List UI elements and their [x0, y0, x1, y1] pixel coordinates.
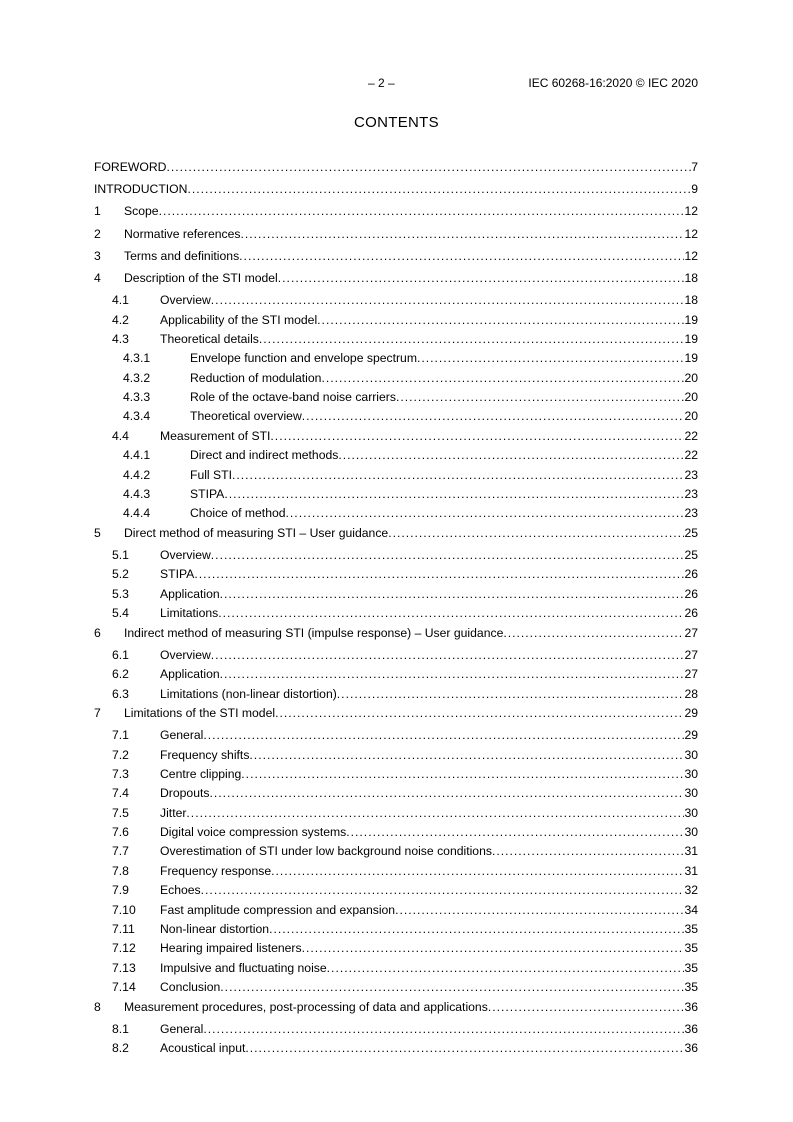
- toc-entry-line: [190, 446, 698, 464]
- toc-entry-number: 8.1: [112, 1021, 129, 1036]
- toc-entry-title: Fast amplitude compression and expansion: [160, 902, 396, 917]
- toc-entry-number: 5.1: [112, 548, 129, 562]
- toc-entry-line: [190, 504, 698, 522]
- toc-entry-page: 22: [684, 448, 698, 463]
- dot-leader: [187, 180, 691, 198]
- dot-leader: [186, 804, 684, 822]
- toc-entry-number: 4.4.2: [123, 467, 151, 482]
- toc-entry-number: 4.3.1: [123, 351, 151, 366]
- dot-leader: [270, 427, 684, 445]
- toc-entry-page: 31: [684, 844, 698, 859]
- toc-entry-line: [124, 202, 698, 220]
- toc-entry-title: Scope: [124, 204, 159, 219]
- toc-entry-line: [160, 784, 698, 802]
- toc-entry-title: Indirect method of measuring STI (impulse response) – User guidance: [124, 625, 504, 640]
- toc-entry-line: [160, 939, 698, 957]
- toc-entry-page: 30: [684, 805, 698, 820]
- toc-entry[interactable]: [94, 823, 698, 842]
- dot-leader: [346, 823, 684, 841]
- toc-entry-title: Application: [160, 667, 220, 682]
- toc-entry-page: 35: [684, 941, 698, 956]
- toc-entry[interactable]: [94, 330, 698, 349]
- toc-entry-number: 5.3: [112, 586, 129, 601]
- toc-entry-line: [160, 726, 698, 744]
- toc-entry-number: 6: [94, 625, 101, 640]
- dot-leader: [241, 765, 684, 783]
- toc-entry-page: 19: [684, 351, 698, 366]
- toc-entry[interactable]: [94, 311, 698, 330]
- dot-leader: [201, 881, 685, 899]
- toc-entry-page: 27: [684, 625, 698, 640]
- dot-leader: [232, 466, 684, 484]
- toc-entry-title: INTRODUCTION: [94, 182, 188, 197]
- toc-entry-page: 18: [684, 270, 698, 285]
- toc-entry[interactable]: [94, 202, 698, 224]
- dot-leader: [503, 624, 684, 642]
- toc-entry-number: 7.5: [112, 805, 129, 820]
- toc-entry-number: 7.1: [112, 728, 129, 743]
- toc-entry-title: Acoustical input: [160, 1041, 246, 1056]
- toc-entry-title: Direct method of measuring STI – User guidance: [124, 525, 389, 540]
- toc-entry-title: Overview: [160, 548, 211, 562]
- dot-leader: [488, 998, 685, 1016]
- toc-entry-title: Theoretical overview: [190, 409, 302, 424]
- toc-entry-page: 19: [684, 331, 698, 346]
- page-number: – 2 –: [368, 76, 395, 90]
- toc-entry[interactable]: [94, 291, 698, 310]
- toc-entry-title: Digital voice compression systems: [160, 825, 347, 840]
- dot-leader: [269, 920, 684, 938]
- toc-entry-page: 29: [684, 728, 698, 743]
- toc-entry-title: Limitations (non-linear distortion): [160, 686, 337, 701]
- toc-entry-line: [160, 585, 698, 603]
- toc-entry-page: 7: [691, 160, 698, 174]
- toc-entry-line: [160, 978, 698, 996]
- toc-entry-number: 7.2: [112, 747, 129, 762]
- dot-leader: [327, 959, 685, 977]
- toc-entry-page: 36: [684, 1021, 698, 1036]
- toc-entry-title: Measurement procedures, post-processing of data and applications: [124, 999, 488, 1014]
- dot-leader: [220, 978, 684, 996]
- toc-entry[interactable]: [94, 269, 698, 291]
- dot-leader: [224, 485, 684, 503]
- toc-entry[interactable]: [94, 446, 698, 465]
- dot-leader: [166, 158, 691, 176]
- toc-entry-number: 7: [94, 705, 101, 720]
- toc-entry-title: General: [160, 728, 204, 743]
- toc-entry-number: 7.11: [112, 922, 135, 937]
- toc-entry-line: [160, 685, 698, 703]
- toc-entry-title: Echoes: [160, 883, 201, 898]
- toc-entry-number: 7.14: [112, 980, 136, 995]
- toc-entry-number: 2: [94, 226, 101, 241]
- dot-leader: [275, 704, 684, 722]
- toc-entry-line: [190, 466, 698, 484]
- toc-entry-title: STIPA: [160, 567, 195, 582]
- dot-leader: [249, 746, 684, 764]
- toc-entry-line: [190, 369, 698, 387]
- toc-entry-line: [160, 842, 698, 860]
- toc-entry-line: [160, 765, 698, 783]
- toc-entry-line: [190, 485, 698, 503]
- table-of-contents: [94, 158, 698, 1059]
- toc-entry-number: 4: [94, 270, 101, 285]
- dot-leader: [245, 1039, 684, 1057]
- toc-entry-number: 7.10: [112, 902, 136, 917]
- toc-entry[interactable]: [94, 998, 698, 1020]
- toc-entry-title: Frequency shifts: [160, 747, 250, 762]
- toc-entry[interactable]: [94, 466, 698, 485]
- toc-entry[interactable]: [94, 842, 698, 861]
- toc-entry-number: 4.3.3: [123, 390, 151, 405]
- toc-entry-page: 36: [684, 1041, 698, 1056]
- dot-leader: [209, 784, 684, 802]
- toc-entry-line: [160, 546, 698, 564]
- toc-entry-number: 7.7: [112, 844, 129, 859]
- toc-entry-number: 8.2: [112, 1041, 129, 1056]
- dot-leader: [278, 269, 685, 287]
- toc-entry[interactable]: [94, 646, 698, 665]
- toc-entry-title: Overview: [160, 647, 211, 662]
- toc-entry[interactable]: [94, 427, 698, 446]
- toc-entry-number: 4.4: [112, 428, 129, 443]
- toc-entry[interactable]: [94, 704, 698, 726]
- toc-entry[interactable]: [94, 388, 698, 407]
- toc-entry-page: 34: [684, 902, 698, 917]
- toc-entry-line: [160, 646, 698, 664]
- toc-entry-page: 26: [684, 586, 698, 601]
- toc-entry-page: 36: [684, 999, 698, 1014]
- toc-entry-page: 35: [684, 960, 698, 975]
- dot-leader: [286, 504, 685, 522]
- toc-entry-page: 35: [684, 922, 698, 937]
- toc-entry-line: [124, 624, 698, 642]
- toc-entry-page: 18: [684, 293, 698, 308]
- toc-entry-page: 27: [684, 647, 698, 662]
- toc-entry-page: 25: [684, 525, 698, 540]
- toc-entry-line: [94, 180, 698, 198]
- toc-entry-line: [160, 427, 698, 445]
- toc-entry-number: 6.3: [112, 686, 129, 701]
- toc-entry-line: [160, 804, 698, 822]
- toc-entry[interactable]: [94, 585, 698, 604]
- toc-entry[interactable]: [94, 784, 698, 803]
- toc-entry[interactable]: [94, 407, 698, 426]
- toc-entry[interactable]: [94, 565, 698, 584]
- toc-entry-number: 1: [94, 204, 101, 219]
- toc-entry-title: Role of the octave-band noise carriers: [190, 390, 396, 405]
- toc-entry-line: [160, 746, 698, 764]
- toc-entry-page: 12: [684, 226, 698, 241]
- dot-leader: [241, 225, 685, 243]
- toc-entry-number: 7.3: [112, 766, 129, 781]
- toc-entry-line: [94, 158, 698, 176]
- toc-entry-page: 20: [684, 370, 698, 385]
- toc-entry-line: [190, 349, 698, 367]
- toc-entry[interactable]: [94, 901, 698, 920]
- toc-entry-number: 4.3.2: [123, 370, 151, 385]
- toc-entry-line: [124, 998, 698, 1016]
- dot-leader: [218, 604, 684, 622]
- dot-leader: [417, 349, 684, 367]
- toc-entry-page: 27: [684, 667, 698, 682]
- toc-entry-page: 35: [684, 980, 698, 995]
- toc-entry-number: 7.12: [112, 941, 136, 956]
- toc-entry[interactable]: [94, 546, 698, 565]
- dot-leader: [321, 369, 684, 387]
- dot-leader: [317, 311, 684, 329]
- dot-leader: [220, 665, 685, 683]
- toc-entry[interactable]: [94, 685, 698, 704]
- toc-entry[interactable]: [94, 726, 698, 745]
- dot-leader: [271, 862, 684, 880]
- toc-entry-page: 29: [684, 705, 698, 720]
- dot-leader: [211, 291, 685, 309]
- page-header: [0, 76, 793, 92]
- toc-entry[interactable]: [94, 746, 698, 765]
- toc-entry-number: 5.4: [112, 606, 129, 621]
- toc-entry[interactable]: [94, 862, 698, 881]
- dot-leader: [338, 446, 684, 464]
- toc-entry-line: [160, 881, 698, 899]
- toc-entry-title: Applicability of the STI model: [160, 312, 318, 327]
- toc-entry-page: 30: [684, 825, 698, 840]
- toc-entry-title: Non-linear distortion: [160, 922, 270, 937]
- dot-leader: [492, 842, 684, 860]
- toc-entry[interactable]: [94, 524, 698, 546]
- toc-entry-line: [160, 862, 698, 880]
- toc-entry-title: Measurement of STI: [160, 428, 271, 443]
- toc-entry-line: [124, 269, 698, 287]
- dot-leader: [259, 330, 685, 348]
- dot-leader: [203, 1020, 684, 1038]
- toc-entry-title: Description of the STI model: [124, 270, 278, 285]
- toc-entry-number: 4.3: [112, 331, 129, 346]
- toc-entry-page: 22: [684, 428, 698, 443]
- dot-leader: [220, 585, 685, 603]
- toc-entry[interactable]: [94, 959, 698, 978]
- toc-entry-number: 8: [94, 999, 101, 1014]
- toc-entry-page: 31: [684, 863, 698, 878]
- toc-entry-line: [160, 311, 698, 329]
- toc-entry-line: [160, 604, 698, 622]
- toc-entry-number: 7.6: [112, 825, 129, 840]
- toc-entry[interactable]: [94, 369, 698, 388]
- toc-entry-line: [124, 704, 698, 722]
- toc-entry-page: 23: [684, 467, 698, 482]
- toc-entry-number: 5.2: [112, 567, 129, 582]
- toc-entry-title: Jitter: [160, 805, 187, 820]
- toc-entry-page: 30: [684, 747, 698, 762]
- dot-leader: [388, 524, 684, 542]
- dot-leader: [203, 726, 684, 744]
- toc-entry[interactable]: [94, 604, 698, 623]
- toc-entry-title: Limitations: [160, 606, 219, 621]
- toc-entry-page: 20: [684, 390, 698, 405]
- toc-entry-title: Theoretical details: [160, 331, 259, 346]
- toc-entry-line: [160, 1020, 698, 1038]
- toc-entry-line: [124, 225, 698, 243]
- toc-entry-title: Terms and definitions: [124, 248, 240, 263]
- standard-reference: IEC 60268-16:2020 © IEC 2020: [528, 76, 698, 90]
- toc-entry-title: Reduction of modulation: [190, 370, 322, 385]
- toc-entry[interactable]: [94, 804, 698, 823]
- toc-entry-title: General: [160, 1021, 204, 1036]
- toc-entry[interactable]: [94, 504, 698, 523]
- toc-entry-number: 4.1: [112, 293, 129, 308]
- toc-entry-number: 6.2: [112, 667, 129, 682]
- toc-entry-number: 4.2: [112, 312, 129, 327]
- toc-entry-line: [190, 407, 698, 425]
- toc-entry-title: Impulsive and fluctuating noise: [160, 960, 327, 975]
- toc-entry-line: [160, 920, 698, 938]
- toc-entry-line: [160, 565, 698, 583]
- toc-entry-line: [190, 388, 698, 406]
- toc-entry-number: 3: [94, 248, 101, 263]
- toc-entry-page: 28: [684, 686, 698, 701]
- toc-entry-number: 4.4.4: [123, 506, 151, 521]
- toc-entry[interactable]: [94, 624, 698, 646]
- contents-title: CONTENTS: [354, 114, 439, 131]
- toc-entry-title: Normative references: [124, 226, 241, 241]
- toc-entry[interactable]: [94, 349, 698, 368]
- toc-entry[interactable]: [94, 1039, 698, 1058]
- toc-entry[interactable]: [94, 485, 698, 504]
- dot-leader: [194, 565, 684, 583]
- toc-entry-line: [124, 524, 698, 542]
- toc-entry-page: 30: [684, 766, 698, 781]
- dot-leader: [302, 939, 685, 957]
- toc-entry[interactable]: [94, 158, 698, 180]
- toc-entry-line: [160, 665, 698, 683]
- dot-leader: [337, 685, 685, 703]
- toc-entry-title: STIPA: [190, 487, 225, 502]
- toc-entry-number: 7.13: [112, 960, 136, 975]
- dot-leader: [395, 901, 684, 919]
- toc-entry-line: [160, 901, 698, 919]
- toc-entry-line: [160, 291, 698, 309]
- toc-entry-title: FOREWORD: [94, 160, 167, 174]
- toc-entry-page: 26: [684, 606, 698, 621]
- toc-entry-title: Centre clipping: [160, 766, 242, 781]
- toc-entry-page: 25: [684, 548, 698, 562]
- toc-entry-title: Limitations of the STI model: [124, 705, 276, 720]
- toc-entry-title: Dropouts: [160, 786, 210, 801]
- toc-entry-title: Frequency response: [160, 863, 272, 878]
- toc-entry-line: [160, 1039, 698, 1057]
- toc-entry-number: 5: [94, 525, 101, 540]
- toc-entry-number: 4.4.3: [123, 487, 151, 502]
- toc-entry-page: 30: [684, 786, 698, 801]
- toc-entry-number: 4.3.4: [123, 409, 151, 424]
- toc-entry[interactable]: [94, 225, 698, 247]
- toc-entry-page: 32: [684, 883, 698, 898]
- toc-entry[interactable]: [94, 939, 698, 958]
- dot-leader: [211, 546, 685, 564]
- dot-leader: [211, 646, 685, 664]
- dot-leader: [302, 407, 685, 425]
- toc-entry[interactable]: [94, 665, 698, 684]
- toc-entry-line: [160, 959, 698, 977]
- toc-entry-page: 19: [684, 312, 698, 327]
- toc-entry-number: 7.4: [112, 786, 129, 801]
- toc-entry-title: Application: [160, 586, 220, 601]
- toc-entry-number: 7.9: [112, 883, 129, 898]
- toc-entry[interactable]: [94, 881, 698, 900]
- toc-entry-number: 7.8: [112, 863, 129, 878]
- toc-entry-line: [160, 823, 698, 841]
- toc-entry-page: 26: [684, 567, 698, 582]
- toc-entry-page: 12: [684, 248, 698, 263]
- dot-leader: [239, 247, 684, 265]
- toc-entry[interactable]: [94, 920, 698, 939]
- toc-entry-title: Conclusion: [160, 980, 221, 995]
- toc-entry-line: [160, 330, 698, 348]
- toc-entry[interactable]: [94, 180, 698, 202]
- toc-entry-title: Hearing impaired listeners: [160, 941, 302, 956]
- toc-entry[interactable]: [94, 1020, 698, 1039]
- toc-entry-page: 23: [684, 487, 698, 502]
- toc-entry-page: 9: [691, 182, 698, 197]
- toc-entry-line: [124, 247, 698, 265]
- toc-entry-number: 4.4.1: [123, 448, 151, 463]
- toc-entry-title: Envelope function and envelope spectrum: [190, 351, 417, 366]
- toc-entry[interactable]: [94, 978, 698, 997]
- toc-entry-page: 23: [684, 506, 698, 521]
- toc-entry-title: Direct and indirect methods: [190, 448, 339, 463]
- toc-entry-page: 12: [684, 204, 698, 219]
- toc-entry-number: 6.1: [112, 647, 129, 662]
- toc-entry-title: Overview: [160, 293, 211, 308]
- dot-leader: [396, 388, 684, 406]
- toc-entry-title: Full STI: [190, 467, 232, 482]
- dot-leader: [159, 202, 685, 220]
- toc-entry-title: Choice of method: [190, 506, 286, 521]
- toc-entry-title: Overestimation of STI under low background noise conditions: [160, 844, 492, 859]
- toc-entry-page: 20: [684, 409, 698, 424]
- toc-entry[interactable]: [94, 247, 698, 269]
- toc-entry[interactable]: [94, 765, 698, 784]
